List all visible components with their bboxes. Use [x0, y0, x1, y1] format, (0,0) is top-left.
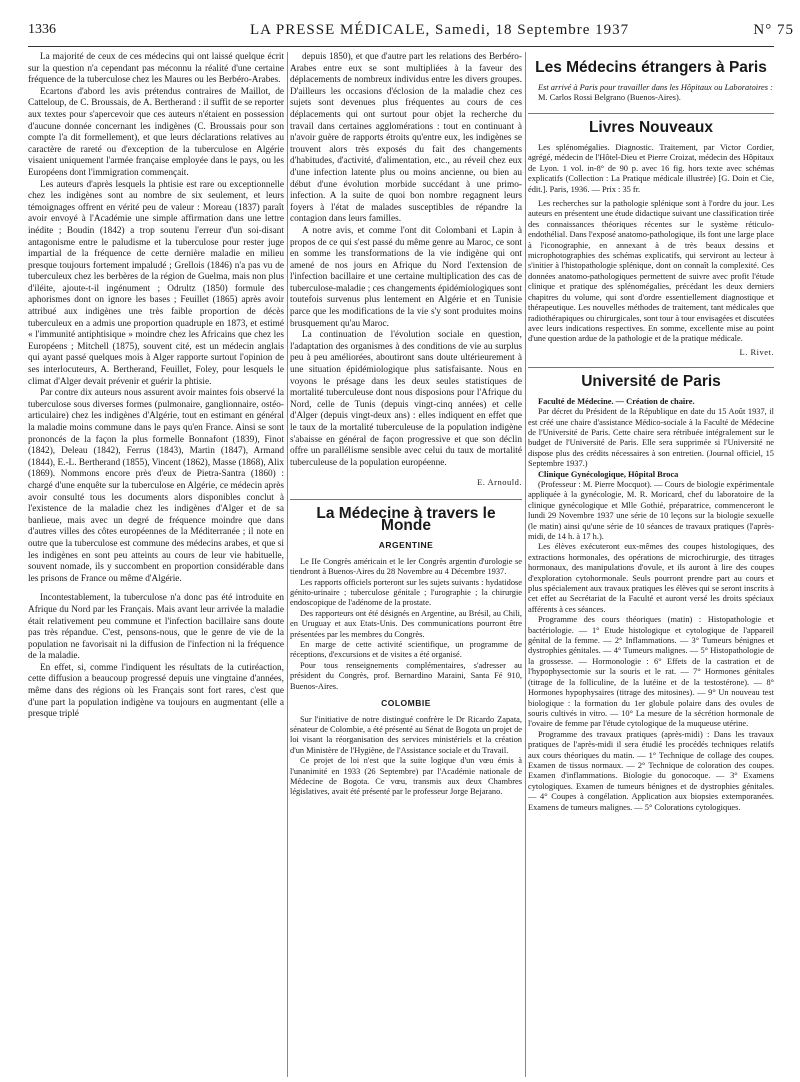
- paragraph: Des rapporteurs ont été désignés en Argentine, au Brésil, au Chili, en Uruguay et aux Etats-Unis. Des communications pourront être présentées par les membres du Congrès.: [290, 608, 522, 639]
- paragraph: En marge de cette activité scientifique, un programme de réceptions, d'excursions et de visites a été organisé.: [290, 640, 522, 660]
- paragraph: Sur l'initiative de notre distingué confrère le Dr Ricardo Zapata, sénateur de Colombie, a été présenté au Sénat de Bogota un projet de loi visant la réorganisation des services ministériels et la création d'un Ministère de l'Hygiène, de l'Assistance sociale et du Travail.: [290, 714, 522, 755]
- section-divider: [528, 367, 774, 368]
- book-review: Les recherches sur la pathologie splénique sont à l'ordre du jour. Les auteurs en présentent une étude didactique suivant une classification tirée des connaissances théoriques récentes sur le système réticulo-endothélial. Dans l'exposé anatomo-pathologique, ils font une large place à l'iconographie, en annexant à de très beaux dessins et microphotographies des schémas explicatifs, qui serviront au lecteur à s'initier à l'histopathologie splénique, dont on connaît la complexité. Ces données anatomo-pathologiques permettent de suivre avec profit l'étude clinique et pratique des splénomégalies, précédant les deux derniers chapitres du volume, qui sont d'ordre essentiellement diagnostique et thérapeutique. Les nouvelles méthodes de traitement, tant médicales que radiothérapiques ou chirurgicales, sont tour à tour envisagées et discutées avec leurs indications respectives. En somme, excellente mise au point d'une question ardue de la pathologie et de la pratique médicale.: [528, 199, 774, 344]
- paragraph: En effet, si, comme l'indiquent les résultats de la cutiréaction, cette diffusion a beaucoup progressé depuis une vingtaine d'années, même dans des régions où les Français sont fort rares, c'est que d'une part la population indigène va toujours en augmentant (elle a presque triplé: [28, 662, 284, 720]
- header-rule: [28, 46, 774, 47]
- article-signature: E. Arnould.: [477, 477, 522, 488]
- country-heading: COLOMBIE: [381, 698, 431, 709]
- section-title: La Médecine à travers le Monde: [316, 504, 496, 534]
- country-heading: ARGENTINE: [378, 540, 434, 551]
- section-title: Les Médecins étrangers à Paris: [535, 59, 767, 76]
- subsection-heading: Clinique Gynécologique, Hôpital Broca: [538, 469, 679, 479]
- paragraph: Pour tous renseignements complémentaires, s'adresser au président du Congrès, prof. Bernardino Maraini, Santa Fé 910, Buenos-Aires.: [290, 660, 522, 691]
- page-header: [28, 0, 794, 38]
- paragraph: Par contre dix auteurs nous assurent avoir maintes fois observé la tuberculose sous diverses formes (pulmonaire, ganglionnaire, ostéo-articulaire) chez les indigènes d'Algérie, tout en estimant en général la maladie moins commune dans le pays qu'en France. Ainsi se sont prononcés de la façon la plus formelle Bonnafont (1839), Finot (1842), Deleau (1842), Ferrus (1843), Martin (1847), Armand (1844), E.-L. Bertherand (1855), Vincent (1862), Masse (1868), Alix (1869). Nommons encore près d'eux de Pietra-Santra (1860) : chargé d'une enquête sur la tuberculose en Algérie, ce médecin après avoir consulté tous les documents alors disponibles conclut à l'existence de la maladie chez les indigènes d'Alger et de sa banlieue, mais avec un degré de fréquence moindre que dans d'autres villes des côtes européennes de la Méditerranée ; il note en outre que la tuberculose est commune des médecins arabes, et que si les indigènes en sont peu atteints au cours de leur vie habituelle, souvent nomade, ils y succombent en proportion considérable dans les prisons de France ou même d'Algérie.: [28, 388, 284, 584]
- review-signature: L. Rivet.: [739, 346, 774, 357]
- paragraph: Programme des cours théoriques (matin) : Histopathologie et bactériologie. — 1° Etude histologique et cytologique de l'appareil génital de la femme. — 2° Inflammations. — 3° Tumeurs bénignes et dystrophies génitales. — 4° Tumeurs malignes. — 5° Histopathologie de la grossesse. — Hormonologie : 6° Effets de la castration et de l'hypophysectomie sur la souris et le rat. — 7° Hormones génitales (titrage de la folliculine, de la lutéine et de la testostérone). — 8° Hormones hypophysaires (titrage des mitosines). — 9° Un nouveau test biologique : la formation du 1er globule polaire dans des ovules de souris cultivés in vitro. — 10° La mesure de la sécrétion hormonale de l'ovaire de femme par l'étude cytologique de la muqueuse utérine.: [528, 615, 774, 729]
- paragraph: Les élèves exécuteront eux-mêmes des coupes histologiques, des extractions hormonales, des opérations de microchirurgie, des titrages hormonaux, des manipulations d'ovule, et ils auront à lire des coupes d'exploration cytohormonale. Seuls pourront prendre part au cours et plus spécialement aux travaux pratiques les élèves qui se seront inscrits à cet effet au Secrétariat de la Faculté et auront versé les droits spéciaux afférents à ces séances.: [528, 542, 774, 614]
- article-column-2: [290, 52, 522, 798]
- paragraph: Ecartons d'abord les avis prétendus contraires de Maillot, de Catteloup, de C. Broussais, de A. Bertherand : il suffit de se reporter aux textes pour s'apercevoir que ces auteurs n'étaient en possession d'aucune donnée concernant les indigènes (C. Broussais pour son compte l'a dit formellement), et que leurs déclarations relatives au caractère de rareté ou d'exception de la tuberculose en Algérie visaient uniquement l'armée française employée dans le pays, ou les Européens dont l'immigration commençait.: [28, 86, 284, 178]
- article-column-3: [528, 52, 774, 813]
- paragraph: Par décret du Président de la République en date du 15 Août 1937, il est créé une chaire d'assistance Médico-sociale à la Faculté de Médecine de l'Université de Paris. Cette chaire sera rétribuée intégralement sur le budget de l'Université de Paris. Elle sera supprimée si l'Université ne dispose plus des crédits nécessaires à son entretien. (Journal officiel, 15 Septembre 1937.): [528, 407, 774, 469]
- journal-title: LA PRESSE MÉDICALE, Samedi, 18 Septembre 1937: [250, 22, 630, 38]
- book-reference: Les splénomégalies. Diagnostic. Traitement, par Victor Cordier, agrégé, médecin de l'Hôtel-Dieu et Pierre Croizat, médecin des Hôpitaux de Lyon. 1 vol. in-8° de 90 p. avec 16 fig. hors texte avec schémas explicatifs (Collection : La Pratique médicale illustrée) [G. Doin et Cie, édit.]. Paris, 1936. — Prix : 35 fr.: [528, 143, 774, 194]
- paragraph: Les auteurs d'après lesquels la phtisie est rare ou exceptionnelle chez les indigènes sont au nombre de six seulement, et leurs témoignages offrent en vérité peu de valeur : Moreau (1837) paraît avoir envoyé à l'Académie une simple affirmation dans une lettre inédite ; Boudin (1842) a trop soutenu l'erreur d'un soi-disant antagonisme entre le paludisme et la tuberculose pour rester juge impartial de la fréquence de cette dernière maladie en milieu presque toujours fortement impaludé ; Grellois (1846) n'a pas vu de tuberculeux chez les berbères de la région de Guelma, mais non plus d'iléite, ajoute-t-il ingénument ; Odrultz (1850) formule des aphorismes dont on ignore les bases ; Feuillet (1865) après avoir attribué aux indigènes une très faible proportion de décès tuberculeux en a admis une proportion quadruple en 1873, et estimé « l'immunité antiphtisique » moindre chez les Africains que chez les Européens ; Mitchell (1875), souvent cité, est un médecin anglais qui ayant passé quelques mois à Alger rapporte surtout l'opinion de ses interlocuteurs, A. Bertherand, Feuillet, Foley, pour lesquels le climat d'Alger devait prévenir et guérir la phtisie.: [28, 179, 284, 387]
- paragraph: Incontestablement, la tuberculose n'a donc pas été introduite en Afrique du Nord par les Français. Mais avant leur arrivée la maladie était relativement peu commune et l'infection bacillaire sans doute pas très répandue. C'est, pensons-nous, que le genre de vie de la population ne favorisait ni la diffusion de l'infection ni la fréquence de la maladie.: [28, 593, 284, 662]
- section-divider: [290, 499, 522, 500]
- paragraph: depuis 1850), et que d'autre part les relations des Berbéro-Arabes entre eux se sont multipliées à la faveur des déplacements de nombreux individus entre les divers groupes. D'ailleurs les occasions d'éclosion de la maladie chez ces sujets sont devenues plus fréquentes au cours de ces déplacements qui ont surtout pour objet la recherche du travail dans certaines agglomérations : tout en continuant à n'avoir guère de rapports étroits qu'entre eux, les indigènes se trouvent alors très exposés du fait des changements d'habitudes, d'activité, d'alimentation, etc., au réveil chez eux d'une infection latente plus ou moins ancienne, ou bien au début d'une évolution morbide succédant à une primo-infection. A la suite de quoi bon nombre regagnent leurs foyers à l'état de malades susceptibles de répandre la contagion dans leurs familles.: [290, 52, 522, 225]
- paragraph: La majorité de ceux de ces médecins qui ont laissé quelque écrit sur la question n'a cependant pas méconnu la réalité d'une certaine fréquence de la tuberculose chez les Maures ou les Berbéro-Arabes.: [28, 52, 284, 86]
- page-number: 1336: [28, 22, 56, 37]
- column-divider: [525, 52, 526, 1077]
- article-column-1: [28, 52, 284, 721]
- subsection-heading: Faculté de Médecine. — Création de chaire.: [538, 396, 695, 406]
- paragraph: A notre avis, et comme l'ont dit Colombani et Lapin à propos de ce qui s'est passé du même genre au Maroc, ce sont en somme les transformations de la vie indigène qui ont amené de nos jours en Afrique du Nord l'extension de l'infection bacillaire et une certaine multiplication des cas de tuberculose-maladie ; ces changements épidémiologiques sont toutefois survenus plus lentement en Algérie et en Tunisie parce que les modifications de la vie s'y sont produites moins brusquement qu'au Maroc.: [290, 225, 522, 329]
- paragraph: Ce projet de loi n'est que la suite logique d'un vœu émis à l'unanimité en 1933 (26 Septembre) par l'Académie nationale de Médecine de Bogota. Ce vœu, transmis aux deux Chambres législatives, avait été présenté par le professeur Jorge Bejarano.: [290, 756, 522, 797]
- column-divider: [287, 52, 288, 1077]
- visitor-name: M. Carlos Rossi Belgrano (Buenos-Aires).: [538, 93, 681, 102]
- section-title: Université de Paris: [581, 373, 721, 391]
- paragraph: Est arrivé à Paris pour travailler dans les Hôpitaux ou Laboratoires :: [538, 82, 773, 92]
- paragraph: Les rapports officiels porteront sur les sujets suivants : hydatidose génito-urinaire ; tuberculose génitale ; l'urographie ; la chirurgie endoscopique de l'adénome de la prostate.: [290, 577, 522, 608]
- issue-number: N° 75: [753, 22, 794, 38]
- paragraph: Programme des travaux pratiques (après-midi) : Dans les travaux pratiques de l'après-midi il sera étudié les procédés techniques relatifs aux cours théoriques du matin. — 1° Technique de collage des coupes. Examen de tissus normaux. — 2° Technique de coloration des coupes. Examen d'inflammations. Biologie du gonocoque. — 3° Examens cytologiques. Examen de tumeurs bénignes et de dystrophies génitales. — 4° Coupes à congélation. Application aux biopsies extemporanées. Examens de tumeurs malignes. — 5° Colorations cytologiques.: [528, 729, 774, 812]
- section-divider: [528, 113, 774, 114]
- paragraph: Le IIe Congrès américain et le Ier Congrès argentin d'urologie se tiendront à Buenos-Aires du 28 Novembre au 4 Décembre 1937.: [290, 556, 522, 577]
- section-title: Livres Nouveaux: [588, 119, 714, 137]
- paragraph: (Professeur : M. Pierre Mocquot). — Cours de biologie expérimentale appliquée à la gynécologie, M. R. Moricard, chef du laboratoire de la clinique gynécologique et Mlle Gothié, préparatrice, commenceront le lundi 29 Novembre 1937 une série de 10 leçons sur la biologie sexuelle (le matin) ainsi qu'une série de 10 séances de travaux pratiques (l'après-midi, de 14 h. à 17 h.).: [528, 479, 774, 541]
- paragraph: La continuation de l'évolution sociale en question, l'adaptation des organismes à des conditions de vie au surplus peu à peu améliorées, aboutiront sans doute ultérieurement à une situation épidémiologique plus satisfaisante. Nous en voyons le présage dans les deux seules statistiques de mortalité tuberculeuse dont nous disposions pour l'Afrique du Nord, celle de Tunis (depuis vingt-cinq années) et celle d'Alger (depuis vingt-deux ans) : elles indiquent en effet que le taux de la mortalité tuberculeuse de la population indigène s'abaisse en général de façon progressive et que son déclin offre un parallélisme sensible avec celui du taux de mortalité tuberculeuse de la population européenne.: [290, 330, 522, 468]
